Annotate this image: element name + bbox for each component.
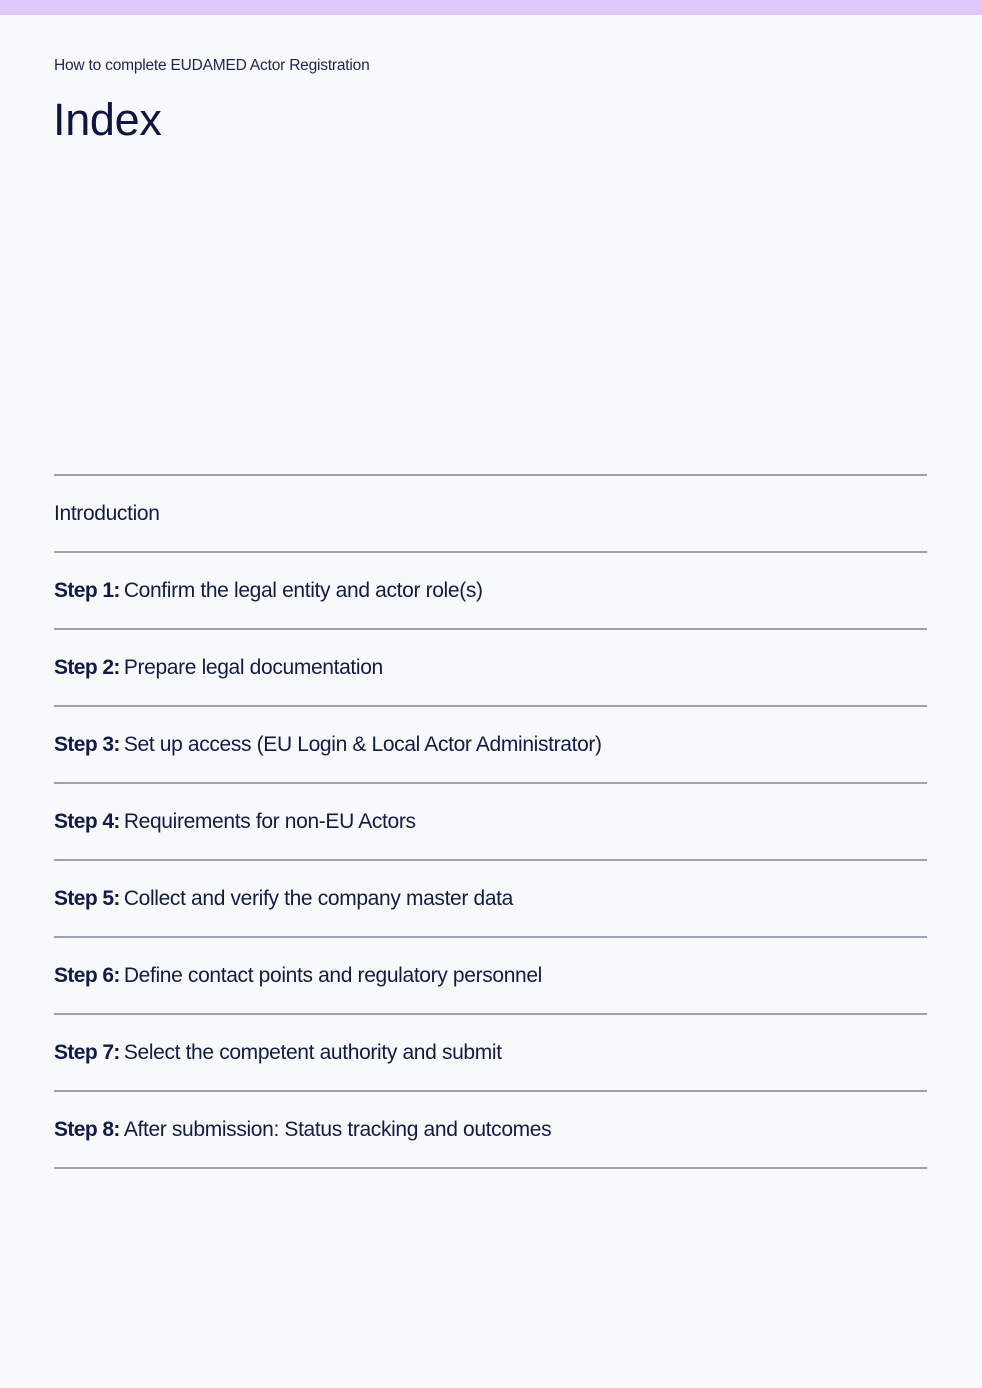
toc-item-step-3[interactable]: [54, 707, 927, 784]
toc-step-label: Step 7:: [54, 1040, 120, 1064]
toc-item-step-6[interactable]: [54, 938, 927, 1015]
toc-item-text: Introduction: [54, 501, 160, 525]
toc-item-text: Confirm the legal entity and actor role(s): [123, 578, 483, 602]
toc-item-step-8[interactable]: [54, 1092, 927, 1169]
toc-item-text: Select the competent authority and submit: [123, 1040, 502, 1064]
toc-item-step-4[interactable]: [54, 784, 927, 861]
toc-item-step-2[interactable]: [54, 630, 927, 707]
toc-item-text: Prepare legal documentation: [123, 655, 383, 679]
toc-item-introduction[interactable]: [54, 476, 927, 553]
toc-step-label: Step 5:: [54, 886, 120, 910]
page-title: Index: [53, 94, 162, 145]
toc-item-step-1[interactable]: [54, 553, 927, 630]
toc-item-text: Collect and verify the company master data: [123, 886, 513, 910]
toc-item-text: After submission: Status tracking and outcomes: [123, 1117, 552, 1141]
document-subtitle: How to complete EUDAMED Actor Registration: [54, 57, 370, 74]
toc-item-text: Set up access (EU Login & Local Actor Administrator): [123, 732, 602, 756]
toc-step-label: Step 4:: [54, 809, 120, 833]
toc-item-text: Requirements for non-EU Actors: [123, 809, 416, 833]
toc-item-text: Define contact points and regulatory personnel: [123, 963, 543, 987]
toc-step-label: Step 1:: [54, 578, 120, 602]
toc-item-step-5[interactable]: [54, 861, 927, 938]
table-of-contents: [54, 474, 927, 1169]
toc-item-step-7[interactable]: [54, 1015, 927, 1092]
toc-step-label: Step 8:: [54, 1117, 120, 1141]
toc-step-label: Step 6:: [54, 963, 120, 987]
toc-step-label: Step 3:: [54, 732, 120, 756]
top-accent-bar: [0, 0, 982, 15]
toc-step-label: Step 2:: [54, 655, 120, 679]
